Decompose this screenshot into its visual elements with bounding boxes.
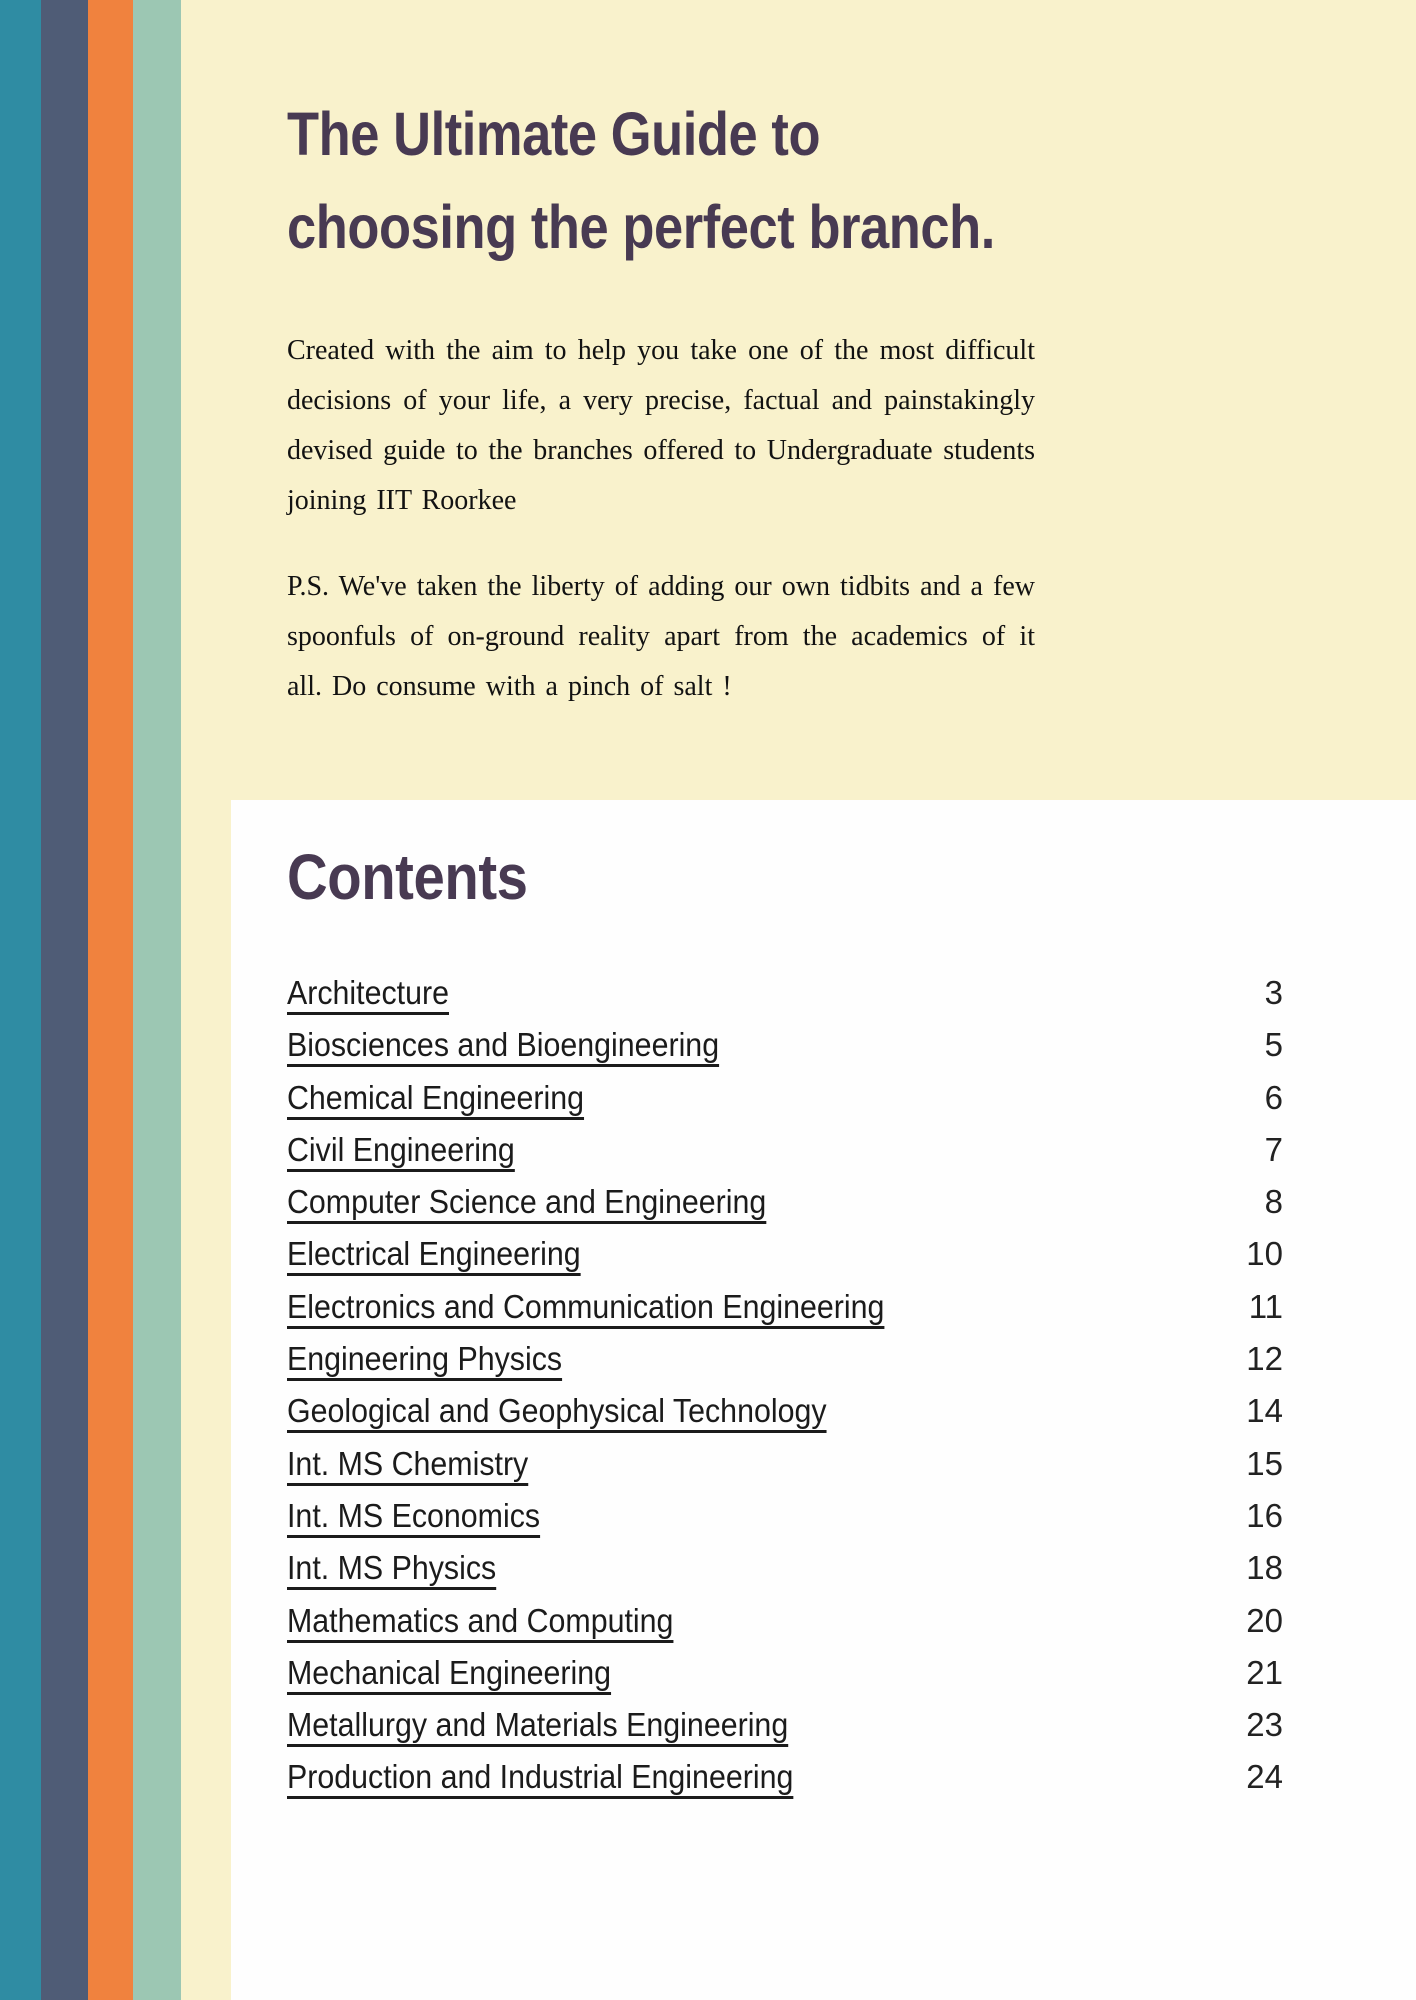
toc-row — [287, 1235, 1283, 1287]
toc-row — [287, 1549, 1283, 1601]
stripe-teal — [0, 0, 41, 2000]
toc-link-production-and-industrial-engineering[interactable]: Production and Industrial Engineering — [287, 1758, 794, 1796]
stripe-slate — [41, 0, 88, 2000]
toc-row — [287, 974, 1283, 1026]
toc-row — [287, 1288, 1283, 1340]
toc-page-number: 8 — [1264, 1183, 1283, 1221]
toc-row — [287, 1340, 1283, 1392]
intro-paragraph-1: Created with the aim to help you take one of the most difficult decisions of your life, a very precise, factual and painstakingly devised guide to the branches offered to Undergraduate students joining IIT Roorkee — [287, 335, 1035, 516]
toc-link-computer-science-and-engineering[interactable]: Computer Science and Engineering — [287, 1183, 767, 1221]
toc-row — [287, 1183, 1283, 1235]
toc-link-chemical-engineering[interactable]: Chemical Engineering — [287, 1078, 585, 1116]
toc-link-mathematics-and-computing[interactable]: Mathematics and Computing — [287, 1601, 674, 1639]
toc-link-int-ms-economics[interactable]: Int. MS Economics — [287, 1496, 541, 1534]
toc-page-number: 10 — [1246, 1235, 1283, 1273]
intro-text — [287, 326, 1035, 712]
toc-link-civil-engineering[interactable]: Civil Engineering — [287, 1130, 515, 1168]
toc-page-number: 20 — [1246, 1601, 1283, 1639]
toc-page-number: 24 — [1246, 1758, 1283, 1796]
toc-page-number: 21 — [1246, 1653, 1283, 1691]
toc-link-architecture[interactable]: Architecture — [287, 974, 449, 1011]
toc-page-number: 3 — [1264, 974, 1283, 1011]
toc-link-mechanical-engineering[interactable]: Mechanical Engineering — [287, 1653, 612, 1691]
toc-link-electronics-and-communication-engineering[interactable]: Electronics and Communication Engineering — [287, 1287, 885, 1325]
toc-page-number: 23 — [1246, 1706, 1283, 1744]
table-of-contents — [287, 974, 1283, 1811]
toc-page-number: 6 — [1264, 1078, 1283, 1116]
toc-page-number: 16 — [1246, 1496, 1283, 1534]
toc-page-number: 11 — [1248, 1287, 1283, 1325]
toc-row — [287, 1445, 1283, 1497]
page-title-line2: choosing the perfect branch. — [287, 193, 995, 261]
toc-row — [287, 1602, 1283, 1654]
toc-page-number: 12 — [1246, 1340, 1283, 1378]
toc-page-number: 5 — [1264, 1026, 1283, 1064]
toc-row — [287, 1497, 1283, 1549]
toc-row — [287, 1026, 1283, 1078]
toc-row — [287, 1706, 1283, 1758]
toc-row — [287, 1131, 1283, 1183]
stripe-sage — [133, 0, 181, 2000]
toc-link-engineering-physics[interactable]: Engineering Physics — [287, 1340, 563, 1378]
intro-paragraph-2: P.S. We've taken the liberty of adding our own tidbits and a few spoonfuls of on-ground reality apart from the academics of it all. Do consume with a pinch of salt ! — [287, 571, 1035, 702]
contents-heading: Contents — [287, 841, 528, 913]
toc-row — [287, 1654, 1283, 1706]
toc-page-number: 7 — [1264, 1130, 1283, 1168]
toc-link-geological-and-geophysical-technology[interactable]: Geological and Geophysical Technology — [287, 1392, 827, 1430]
page-title-line1: The Ultimate Guide to — [287, 100, 821, 168]
toc-row — [287, 1392, 1283, 1444]
toc-page-number: 15 — [1246, 1444, 1283, 1482]
toc-link-int-ms-physics[interactable]: Int. MS Physics — [287, 1549, 497, 1587]
toc-link-metallurgy-and-materials-engineering[interactable]: Metallurgy and Materials Engineering — [287, 1706, 789, 1744]
toc-row — [287, 1079, 1283, 1131]
toc-link-biosciences-and-bioengineering[interactable]: Biosciences and Bioengineering — [287, 1026, 720, 1064]
toc-link-electrical-engineering[interactable]: Electrical Engineering — [287, 1235, 581, 1273]
toc-page-number: 18 — [1246, 1549, 1283, 1587]
toc-row — [287, 1758, 1283, 1810]
toc-page-number: 14 — [1246, 1392, 1283, 1430]
stripe-orange — [88, 0, 133, 2000]
page-title — [287, 88, 1147, 274]
toc-link-int-ms-chemistry[interactable]: Int. MS Chemistry — [287, 1444, 529, 1482]
